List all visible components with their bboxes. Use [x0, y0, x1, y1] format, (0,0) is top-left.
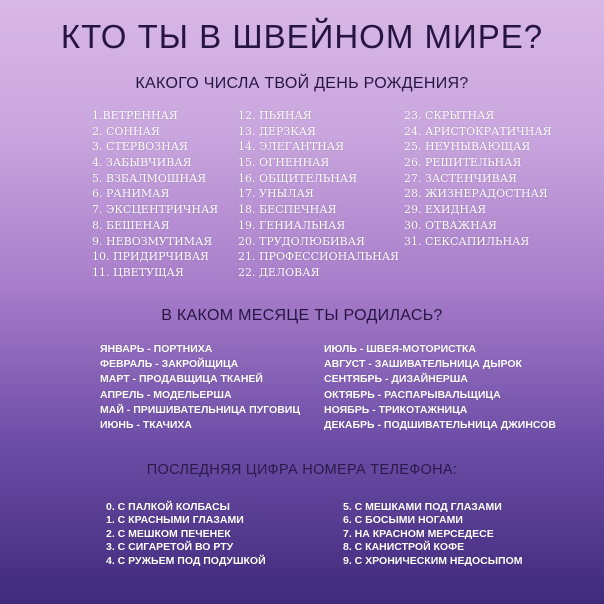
list-item: 18. БЕСПЕЧНАЯ [238, 203, 337, 217]
phone-column-1 [106, 501, 266, 568]
list-item: 26. РЕШИТЕЛЬНАЯ [404, 156, 522, 170]
page-title: КТО ТЫ В ШВЕЙНОМ МИРЕ? [60, 18, 544, 55]
list-item: 13. ДЕРЗКАЯ [238, 124, 316, 138]
list-item: 28. ЖИЗНЕРАДОСТНАЯ [404, 187, 548, 201]
days-column-2 [238, 108, 399, 281]
list-item: 9. С ХРОНИЧЕСКИМ НЕДОСЫПОМ [343, 554, 523, 567]
list-item: 6. РАНИМАЯ [92, 187, 170, 201]
list-item: 11. ЦВЕТУЩАЯ [92, 265, 184, 279]
list-item: 2. С МЕШКОМ ПЕЧЕНЕК [106, 527, 231, 540]
phone-column-2 [343, 501, 522, 568]
list-item: 20. ТРУДОЛЮБИВАЯ [238, 234, 365, 248]
list-item: 6. С БОСЫМИ НОГАМИ [343, 514, 463, 527]
list-item: 1.ВЕТРЕННАЯ [92, 109, 178, 122]
days-column-3 [404, 108, 552, 249]
list-item: 10. ПРИДИРЧИВАЯ [92, 250, 209, 264]
months-column-1 [100, 342, 300, 433]
list-item: СЕНТЯБРЬ - ДИЗАЙНЕРША [324, 373, 468, 386]
list-item: 7. ЭКСЦЕНТРИЧНАЯ [92, 203, 219, 217]
list-item: 12. ПЬЯНАЯ [238, 109, 312, 122]
list-item: 25. НЕУНЫВАЮЩАЯ [404, 140, 531, 154]
list-item: 3. С СИГАРЕТОЙ ВО РТУ [106, 541, 234, 554]
list-item: 2. СОННАЯ [92, 124, 160, 138]
months-column-2 [324, 342, 556, 433]
list-item: 4. ЗАБЫВЧИВАЯ [92, 156, 192, 170]
list-item: ОКТЯБРЬ - РАСПАРЫВАЛЬЩИЦА [324, 388, 501, 401]
list-item: 17. УНЫЛАЯ [238, 187, 314, 201]
list-item: 7. НА КРАСНОМ МЕРСЕДЕСЕ [343, 527, 494, 540]
list-item: ИЮНЬ - ТКАЧИХА [100, 418, 192, 431]
list-item: МАРТ - ПРОДАВЩИЦА ТКАНЕЙ [100, 373, 263, 386]
list-item: 19. ГЕНИАЛЬНАЯ [238, 218, 346, 232]
list-item: 29. ЕХИДНАЯ [404, 203, 487, 217]
list-item: 4. С РУЖЬЕМ ПОД ПОДУШКОЙ [106, 554, 266, 567]
list-item: НОЯБРЬ - ТРИКОТАЖНИЦА [324, 403, 468, 416]
list-item: 27. ЗАСТЕНЧИВАЯ [404, 171, 517, 185]
list-item: 0. С ПАЛКОЙ КОЛБАСЫ [106, 501, 230, 513]
list-item: АПРЕЛЬ - МОДЕЛЬЕРША [100, 388, 232, 401]
list-item: 24. АРИСТОКРАТИЧНАЯ [404, 124, 552, 138]
list-item: 3. СТЕРВОЗНАЯ [92, 140, 188, 154]
list-item: 30. ОТВАЖНАЯ [404, 218, 497, 232]
birthday-day-heading: КАКОГО ЧИСЛА ТВОЙ ДЕНЬ РОЖДЕНИЯ? [135, 75, 469, 92]
list-item: 16. ОБЩИТЕЛЬНАЯ [238, 171, 358, 185]
list-item: 1. С КРАСНЫМИ ГЛАЗАМИ [106, 514, 244, 527]
list-item: 5. ВЗБАЛМОШНАЯ [92, 171, 207, 185]
list-item: 22. ДЕЛОВАЯ [238, 265, 320, 279]
list-item: 23. СКРЫТНАЯ [404, 109, 495, 122]
list-item: 15. ОГНЕННАЯ [238, 156, 330, 170]
list-item: ДЕКАБРЬ - ПОДШИВАТЕЛЬНИЦА ДЖИНСОВ [324, 418, 556, 431]
list-item: 8. БЕШЕНАЯ [92, 218, 170, 232]
list-item: 14. ЭЛЕГАНТНАЯ [238, 140, 344, 154]
list-item: МАЙ - ПРИШИВАТЕЛЬНИЦА ПУГОВИЦ [100, 403, 301, 416]
list-item: ЯНВАРЬ - ПОРТНИХА [100, 343, 213, 355]
list-item: 5. С МЕШКАМИ ПОД ГЛАЗАМИ [343, 501, 502, 513]
list-item: 9. НЕВОЗМУТИМАЯ [92, 234, 213, 248]
list-item: АВГУСТ - ЗАШИВАТЕЛЬНИЦА ДЫРОК [324, 358, 522, 371]
list-item: 8. С КАНИСТРОЙ КОФЕ [343, 541, 465, 554]
days-column-1 [92, 108, 218, 281]
birth-month-heading: В КАКОМ МЕСЯЦЕ ТЫ РОДИЛАСЬ? [161, 307, 443, 324]
list-item: 21. ПРОФЕССИОНАЛЬНАЯ [238, 250, 399, 264]
phone-digit-heading: ПОСЛЕДНЯЯ ЦИФРА НОМЕРА ТЕЛЕФОНА: [146, 462, 458, 478]
list-item: 31. СЕКСАПИЛЬНАЯ [404, 234, 530, 248]
list-item: ФЕВРАЛЬ - ЗАКРОЙЩИЦА [100, 358, 239, 371]
list-item: ИЮЛЬ - ШВЕЯ-МОТОРИСТКА [324, 343, 476, 355]
